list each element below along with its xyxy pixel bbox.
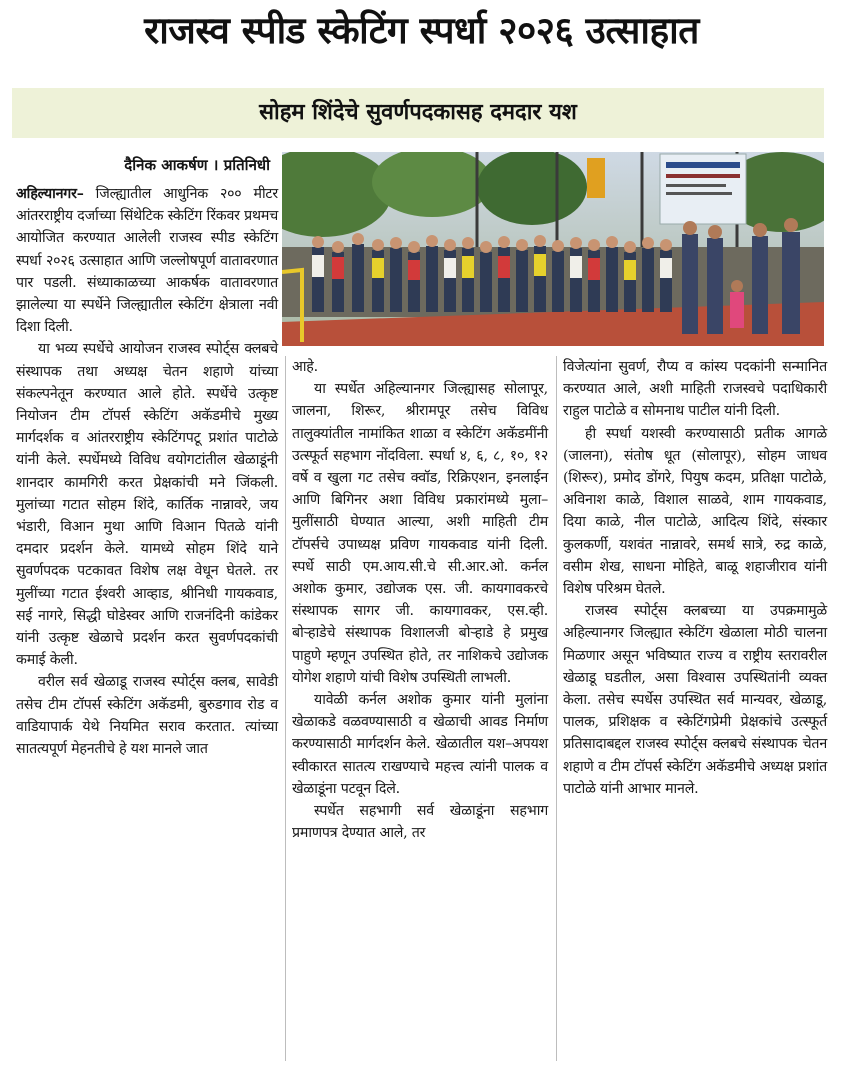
dateline: अहिल्यानगर–	[16, 186, 84, 202]
paragraph: या स्पर्धेत अहिल्यानगर जिल्ह्यासह सोलापूर, जालना, शिरूर, श्रीरामपूर तसेच विविध तालुक्यांतील नामांकित शाळा व स्केटिंग अकॅडमींनी उत्स्फूर्त सहभाग नोंदविला. स्पर्धा ४, ६, ८, १०, १२ वर्षे व खुला गट तसेच क्वॉड, रिक्रिएशन, इनलाईन आणि बिगिनर अशा विविध प्रकारांमध्ये मुला–मुलींसाठी घेण्यात आल्या, अशी माहिती टीम टॉपर्सचे उपाध्यक्ष प्रविण गायकवाड यांनी दिली. स्पर्धे साठी एम.आय.सी.चे सी.आर.ओ. कर्नल अशोक कुमार, उद्योजक एस. जी. कायगावकरचे संस्थापक सागर जी. कायगावकर, एस.व्ही. बोऱ्हाडेचे संस्थापक विशालजी बोऱ्हाडे हे प्रमुख पाहुणे म्हणून उपस्थित होते, तर नाशिकचे उद्योजक योगेश शहाणे यांची विशेष उपस्थिती लाभली.	[292, 381, 548, 686]
paragraph: ही स्पर्धा यशस्वी करण्यासाठी प्रतीक आगळे (जालना), संतोष धूत (सोलापूर), सोहम जाधव (शिरूर), प्रमोद डोंगरे, पियुष कदम, प्रतिक्षा पाटोळे, अविनाश काळे, विशाल साळवे, शाम गायकवाड, दिया काळे, नील पाटोळे, आदित्य शिंदे, संस्कार कुलकर्णी, यशवंत नान्नावरे, समर्थ सात्रे, रुद्र काळे, वसीम शेख, साधना मोहिते, बाळू शहाजीराव यांनी विशेष परिश्रम घेतले.	[563, 425, 827, 598]
paragraph: आहे.	[292, 359, 318, 375]
paragraph: या भव्य स्पर्धेचे आयोजन राजस्व स्पोर्ट्स क्लबचे संस्थापक तथा अध्यक्ष चेतन शहाणे यांच्या संकल्पनेतून करण्यात आले होते. स्पर्धेचे उत्कृष्ट नियोजन टीम टॉपर्स स्केटिंग अकॅडमीचे मुख्य मार्गदर्शक व आंतरराष्ट्रीय स्केटिंगपटू प्रशांत पाटोळे यांनी केले. स्पर्धेमध्ये विविध वयोगटांतील खेळाडूंनी शानदार कामगिरी करत प्रेक्षकांची मने जिंकली. मुलांच्या गटात सोहम शिंदे, कार्तिक नान्नावरे, जय भंडारी, विआन मुथा आणि विआन पितळे यांनी दमदार प्रदर्शन केले. यामध्ये सोहम शिंदे याने सुवर्णपदक पटकावत विशेष लक्ष वेधून घेतले. तर मुलींच्या गटात ईश्वरी आव्हाड, श्रीनिधी गायकवाड, सई नागरे, सिद्धी घोडेस्वर आणि राजनंदिनी कांडेकर यांनी उत्कृष्ट खेळाचे प्रदर्शन करत सुवर्णपदकांची कमाई केली.	[16, 341, 278, 669]
column-rule	[556, 356, 557, 1061]
paragraph: अहिल्यानगर– जिल्ह्यातील आधुनिक २०० मीटर आंतरराष्ट्रीय दर्जाच्या सिंथेटिक स्केटिंग रिंकवर प्रथमच आयोजित करण्यात आलेली राजस्व स्पीड स्केटिंग स्पर्धा २०२६ उत्साहात आणि जल्लोषपूर्ण वातावरणात पार पडली. संध्याकाळच्या आकर्षक वातावरणात झालेल्या या स्पर्धेने जिल्ह्यातील स्केटिंग क्षेत्राला नवी दिशा दिली.	[16, 186, 278, 336]
article-column-3	[563, 356, 827, 800]
article-column-1	[16, 183, 278, 760]
subheadline: सोहम शिंदेचे सुवर्णपदकासह दमदार यश	[12, 88, 824, 138]
paragraph: यावेळी कर्नल अशोक कुमार यांनी मुलांना खेळाकडे वळवण्यासाठी व खेळाची आवड निर्माण करण्यासाठी मार्गदर्शन केले. खेळातील यश–अपयश स्वीकारत सातत्य राखण्याचे महत्त्व त्यांनी पालक व खेळाडूंना पटवून दिले.	[292, 692, 548, 797]
paragraph: राजस्व स्पोर्ट्स क्लबच्या या उपक्रमामुळे अहिल्यानगर जिल्ह्यात स्केटिंग खेळाला मोठी चालना मिळणार असून भविष्यात राज्य व राष्ट्रीय स्तरावरील खेळाडू घडतील, असा विश्वास उपस्थितांनी व्यक्त केला. तसेच स्पर्धेस उपस्थित सर्व मान्यवर, खेळाडू, पालक, प्रशिक्षक व स्केटिंगप्रेमी प्रेक्षकांचे उत्स्फूर्त प्रतिसादाबद्दल राजस्व स्पोर्ट्स क्लबचे संस्थापक चेतन शहाणे व टीम टॉपर्स स्केटिंग अकॅडमीचे अध्यक्ष प्रशांत पाटोळे यांनी आभार मानले.	[563, 603, 827, 797]
article-column-2	[292, 356, 548, 844]
group-photo	[282, 152, 824, 346]
paragraph: विजेत्यांना सुवर्ण, रौप्य व कांस्य पदकांनी सन्मानित करण्यात आले, अशी माहिती राजस्वचे पदाधिकारी राहुल पाटोळे व सोमनाथ पाटील यांनी दिली.	[563, 359, 827, 420]
headline: राजस्व स्पीड स्केटिंग स्पर्धा २०२६ उत्साहात	[144, 9, 699, 52]
byline: दैनिक आकर्षण । प्रतिनिधी	[124, 156, 270, 174]
column-rule	[285, 356, 286, 1061]
paragraph: वरील सर्व खेळाडू राजस्व स्पोर्ट्स क्लब, सावेडी तसेच टीम टॉपर्स स्केटिंग अकॅडमी, बुरुडगाव रोड व वाडियापार्क येथे नियमित सराव करतात. त्यांच्या सातत्यपूर्ण मेहनतीचे हे यश मानले जात	[16, 674, 278, 758]
paragraph: स्पर्धेत सहभागी सर्व खेळाडूंना सहभाग प्रमाणपत्र देण्यात आले, तर	[292, 803, 548, 842]
